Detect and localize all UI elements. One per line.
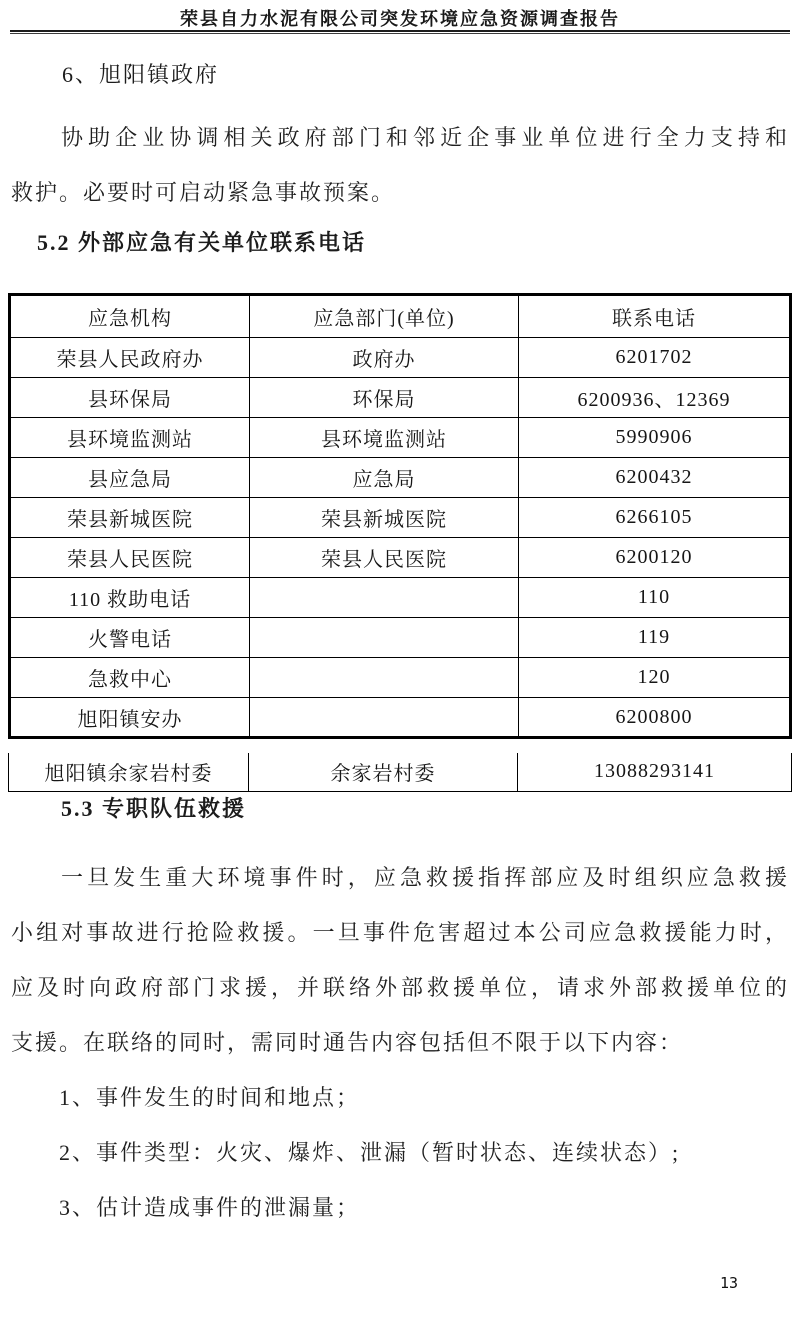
text-line: 支援。在联络的同时，需同时通告内容包括但不限于以下内容：	[11, 1030, 684, 1055]
table-cell	[250, 578, 519, 618]
text-line: 协助企业协调相关政府部门和邻近企事业单位进行全力支持和	[61, 125, 789, 150]
table-cell: 县环保局	[10, 378, 250, 418]
section-5-3-paragraph	[11, 850, 789, 1070]
table-extra-body	[9, 753, 792, 791]
table-cell: 6201702	[519, 338, 791, 378]
report-header-title: 荣县自力水泥有限公司突发环境应急资源调查报告	[180, 9, 620, 29]
text-line: 小组对事故进行抢险救援。一旦事件危害超过本公司应急救援能力时，	[11, 920, 789, 945]
table-cell	[250, 618, 519, 658]
table-row	[10, 458, 791, 498]
table-cell: 余家岩村委	[249, 753, 518, 791]
text-line: 1、事件发生的时间和地点；	[59, 1085, 361, 1110]
table-cell: 110 救助电话	[10, 578, 250, 618]
table-cell: 6200936、12369	[519, 378, 791, 418]
table-row	[10, 658, 791, 698]
text-line: 一旦发生重大环境事件时，应急救援指挥部应及时组织应急救援	[61, 865, 789, 890]
table-cell	[250, 658, 519, 698]
table-cell: 13088293141	[518, 753, 792, 791]
table-row	[10, 378, 791, 418]
table-cell: 120	[519, 658, 791, 698]
table-cell: 荣县新城医院	[10, 498, 250, 538]
table-cell: 荣县新城医院	[250, 498, 519, 538]
table-cell: 110	[519, 578, 791, 618]
table-cell: 荣县人民政府办	[10, 338, 250, 378]
table-row	[9, 753, 792, 791]
section-5-2-heading: 5.2 外部应急有关单位联系电话	[37, 230, 367, 255]
table-cell: 应急局	[250, 458, 519, 498]
table-cell: 旭阳镇余家岩村委	[9, 753, 249, 791]
page-number: 13	[719, 1274, 738, 1292]
table-cell: 急救中心	[10, 658, 250, 698]
table-cell: 环保局	[250, 378, 519, 418]
notification-items-list	[11, 1070, 789, 1235]
table-cell: 5990906	[519, 418, 791, 458]
table-cell: 119	[519, 618, 791, 658]
table-row	[10, 338, 791, 378]
table-cell: 荣县人民医院	[10, 538, 250, 578]
section-6-heading: 6、旭阳镇政府	[62, 62, 220, 87]
column-header-department: 应急部门(单位)	[250, 295, 519, 338]
text-line: 应及时向政府部门求援，并联络外部救援单位，请求外部救援单位的	[11, 975, 789, 1000]
table-cell: 6200432	[519, 458, 791, 498]
table-cell: 县应急局	[10, 458, 250, 498]
section-6-paragraph	[11, 110, 789, 220]
column-header-phone: 联系电话	[519, 295, 791, 338]
table-cell: 6266105	[519, 498, 791, 538]
column-header-agency: 应急机构	[10, 295, 250, 338]
table-cell: 县环境监测站	[250, 418, 519, 458]
table-header-row	[10, 295, 791, 338]
table-row	[10, 498, 791, 538]
text-line: 救护。必要时可启动紧急事故预案。	[11, 180, 396, 205]
table-body	[10, 338, 791, 738]
table-cell: 政府办	[250, 338, 519, 378]
table-row	[10, 538, 791, 578]
table-cell	[250, 698, 519, 738]
table-cell: 旭阳镇安办	[10, 698, 250, 738]
table-cell: 火警电话	[10, 618, 250, 658]
table-cell: 县环境监测站	[10, 418, 250, 458]
table-row	[10, 618, 791, 658]
table-cell: 6200120	[519, 538, 791, 578]
table-row	[10, 578, 791, 618]
section-5-3-heading: 5.3 专职队伍救援	[61, 796, 247, 821]
text-line: 2、事件类型：火灾、爆炸、泄漏（暂时状态、连续状态）;	[59, 1140, 681, 1165]
table-row	[10, 418, 791, 458]
table-cell: 荣县人民医院	[250, 538, 519, 578]
text-line: 3、估计造成事件的泄漏量；	[59, 1195, 361, 1220]
emergency-contacts-table-extra-row	[8, 753, 792, 792]
table-row	[10, 698, 791, 738]
header-divider-rule	[10, 30, 790, 34]
emergency-contacts-table	[8, 293, 792, 739]
table-cell: 6200800	[519, 698, 791, 738]
